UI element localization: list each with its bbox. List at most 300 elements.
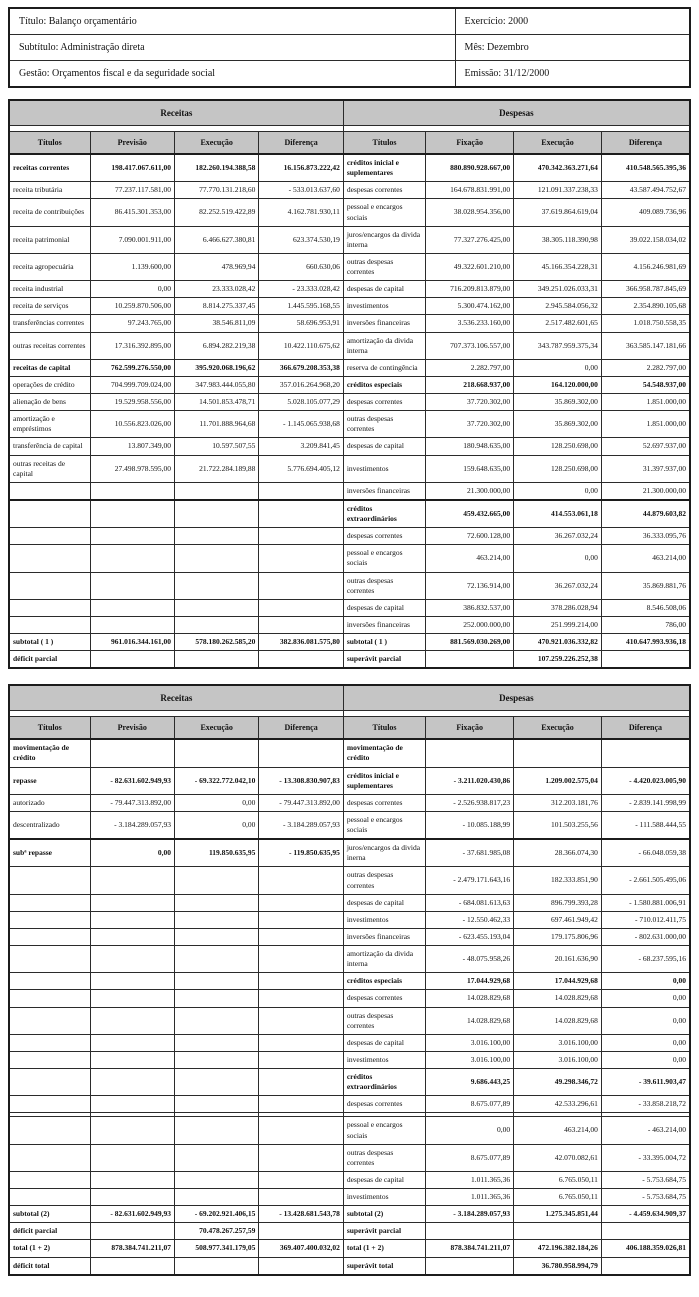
amount-cell (174, 482, 258, 500)
amount-cell: 378.286.028,94 (514, 599, 602, 616)
amount-cell: 14.028.829,68 (426, 1007, 514, 1034)
table-row (9, 482, 690, 500)
despesas-row-label: créditos especiais (343, 376, 425, 393)
amount-cell: 1.851.000,00 (601, 411, 690, 438)
despesas-row-label: outras despesas correntes (343, 411, 425, 438)
amount-cell: 410.548.565.395,36 (601, 154, 690, 182)
receitas-row-label: receitas correntes (9, 154, 90, 182)
despesas-row-label: outras despesas correntes (343, 253, 425, 280)
report-emission-date: Emissão: 31/12/2000 (455, 61, 690, 88)
table-row (9, 634, 690, 651)
amount-cell: - 2.661.505.495,06 (601, 867, 690, 894)
amount-cell (514, 1223, 602, 1240)
table-row (9, 154, 690, 182)
amount-cell (174, 911, 258, 928)
amount-cell: 508.977.341.179,05 (174, 1240, 258, 1257)
amount-cell: 0,00 (514, 545, 602, 572)
despesas-row-label: movimentação de crédito (343, 739, 425, 767)
amount-cell (259, 1117, 343, 1144)
despesas-row-label: pessoal e encargos sociais (343, 545, 425, 572)
column-header: Previsão (90, 717, 174, 740)
amount-cell: 369.407.400.032,02 (259, 1240, 343, 1257)
amount-cell: 14.028.829,68 (514, 990, 602, 1007)
amount-cell (90, 545, 174, 572)
amount-cell: 35.869.302,00 (514, 411, 602, 438)
amount-cell: 128.250.698,00 (514, 438, 602, 455)
report-header-box (8, 7, 691, 88)
table-row (9, 411, 690, 438)
despesas-row-label: despesas correntes (343, 1096, 425, 1113)
receitas-group-header: Receitas (9, 685, 343, 711)
despesas-group-header: Despesas (343, 100, 690, 126)
amount-cell: - 4.459.634.909,37 (601, 1206, 690, 1223)
receitas-row-label: amortização e empréstimos (9, 411, 90, 438)
receitas-row-label (9, 1117, 90, 1144)
amount-cell (259, 739, 343, 767)
amount-cell (174, 572, 258, 599)
amount-cell: 27.498.978.595,00 (90, 455, 174, 482)
amount-cell: 164.120.000,00 (514, 376, 602, 393)
amount-cell: 5.028.105.077,29 (259, 394, 343, 411)
amount-cell: - 684.081.613,63 (426, 894, 514, 911)
amount-cell: 463.214,00 (601, 545, 690, 572)
amount-cell: - 533.013.637,60 (259, 182, 343, 199)
despesas-row-label: reserva de contingência (343, 359, 425, 376)
amount-cell: 5.300.474.162,00 (426, 298, 514, 315)
table-row (9, 1034, 690, 1051)
amount-cell (426, 1257, 514, 1275)
table-row (9, 528, 690, 545)
receitas-row-label (9, 572, 90, 599)
amount-cell: - 69.202.921.406,15 (174, 1206, 258, 1223)
despesas-row-label: despesas de capital (343, 599, 425, 616)
amount-cell: 406.188.359.026,81 (601, 1240, 690, 1257)
table-row (9, 1096, 690, 1113)
amount-cell: 366.958.787.845,69 (601, 281, 690, 298)
receitas-row-label (9, 616, 90, 633)
receitas-row-label: receita tributária (9, 182, 90, 199)
report-exercise: Exercício: 2000 (455, 8, 690, 35)
amount-cell (90, 1144, 174, 1171)
amount-cell (174, 1117, 258, 1144)
amount-cell: 182.333.851,90 (514, 867, 602, 894)
column-header: Fixação (426, 132, 514, 155)
despesas-row-label: superávit total (343, 1257, 425, 1275)
amount-cell: 198.417.067.611,00 (90, 154, 174, 182)
amount-cell (174, 1051, 258, 1068)
amount-cell: 45.166.354.228,31 (514, 253, 602, 280)
amount-cell: 0,00 (514, 359, 602, 376)
amount-cell: 19.529.958.556,00 (90, 394, 174, 411)
amount-cell: 0,00 (601, 1051, 690, 1068)
despesas-row-label: despesas correntes (343, 990, 425, 1007)
amount-cell (426, 651, 514, 669)
table-row (9, 1257, 690, 1275)
despesas-row-label: despesas de capital (343, 438, 425, 455)
amount-cell: - 1.145.065.938,68 (259, 411, 343, 438)
amount-cell (174, 973, 258, 990)
amount-cell: 36.267.032,24 (514, 572, 602, 599)
despesas-row-label: juros/encargos da divida inerna (343, 839, 425, 867)
amount-cell: 37.619.864.619,04 (514, 199, 602, 226)
table-row (9, 572, 690, 599)
amount-cell (174, 739, 258, 767)
despesas-row-label: inversões financeiras (343, 616, 425, 633)
amount-cell: 470.921.036.332,82 (514, 634, 602, 651)
amount-cell: - 79.447.313.892,00 (90, 794, 174, 811)
despesas-row-label: créditos inicial e suplementares (343, 154, 425, 182)
table-row (9, 894, 690, 911)
despesas-row-label: despesas de capital (343, 281, 425, 298)
amount-cell: 49.322.601.210,00 (426, 253, 514, 280)
receitas-row-label: descentralizado (9, 811, 90, 839)
amount-cell: 896.799.393,28 (514, 894, 602, 911)
receitas-row-label (9, 911, 90, 928)
column-header: Diferença (601, 132, 690, 155)
amount-cell: - 623.455.193,04 (426, 928, 514, 945)
amount-cell: 1.011.365,36 (426, 1189, 514, 1206)
amount-cell (90, 616, 174, 633)
amount-cell: 70.478.267.257,59 (174, 1223, 258, 1240)
amount-cell: 8.546.508,06 (601, 599, 690, 616)
receitas-row-label (9, 1007, 90, 1034)
amount-cell: 312.203.181,76 (514, 794, 602, 811)
amount-cell (90, 1257, 174, 1275)
amount-cell: 459.432.665,00 (426, 500, 514, 528)
despesas-row-label: inversões financeiras (343, 315, 425, 332)
amount-cell: - 82.631.602.949,93 (90, 767, 174, 794)
table-row (9, 1240, 690, 1257)
despesas-row-label: despesas de capital (343, 1034, 425, 1051)
amount-cell: 0,00 (90, 839, 174, 867)
receitas-row-label: movimentação de crédito (9, 739, 90, 767)
amount-cell: 159.648.635,00 (426, 455, 514, 482)
column-header: Diferença (259, 132, 343, 155)
amount-cell: 8.675.077,89 (426, 1096, 514, 1113)
receitas-row-label: receita de serviços (9, 298, 90, 315)
amount-cell: 39.022.158.034,02 (601, 226, 690, 253)
amount-cell: 343.787.959.375,34 (514, 332, 602, 359)
amount-cell: - 2.479.171.643,16 (426, 867, 514, 894)
amount-cell: 37.720.302,00 (426, 411, 514, 438)
amount-cell: - 13.308.830.907,83 (259, 767, 343, 794)
amount-cell: 478.969,94 (174, 253, 258, 280)
receitas-row-label: subtotal ( 1 ) (9, 634, 90, 651)
amount-cell: 0,00 (601, 1034, 690, 1051)
amount-cell: 37.720.302,00 (426, 394, 514, 411)
amount-cell (90, 911, 174, 928)
despesas-row-label: subtotal ( 1 ) (343, 634, 425, 651)
amount-cell: - 710.012.411,75 (601, 911, 690, 928)
receitas-row-label (9, 482, 90, 500)
despesas-row-label: créditos extraordinários (343, 1069, 425, 1096)
amount-cell: 2.354.890.105,68 (601, 298, 690, 315)
despesas-group-header: Despesas (343, 685, 690, 711)
amount-cell: - 463.214,00 (601, 1117, 690, 1144)
amount-cell: 409.089.736,96 (601, 199, 690, 226)
amount-cell (174, 500, 258, 528)
amount-cell: 3.536.233.160,00 (426, 315, 514, 332)
amount-cell: 31.397.937,00 (601, 455, 690, 482)
amount-cell: - 3.211.020.430,86 (426, 767, 514, 794)
amount-cell (174, 1189, 258, 1206)
amount-cell (174, 528, 258, 545)
amount-cell: 0,00 (601, 990, 690, 1007)
table-row (9, 226, 690, 253)
amount-cell (90, 867, 174, 894)
despesas-row-label: outras despesas correntes (343, 1144, 425, 1171)
amount-cell: 54.548.937,00 (601, 376, 690, 393)
receitas-row-label (9, 545, 90, 572)
amount-cell: 72.136.914,00 (426, 572, 514, 599)
amount-cell: 623.374.530,19 (259, 226, 343, 253)
amount-cell (259, 545, 343, 572)
receitas-row-label (9, 1034, 90, 1051)
amount-cell (259, 946, 343, 973)
amount-cell: 52.697.937,00 (601, 438, 690, 455)
budget-table-credit-movement (8, 684, 691, 1275)
amount-cell: 101.503.255,56 (514, 811, 602, 839)
amount-cell (90, 1051, 174, 1068)
amount-cell: 43.587.494.752,67 (601, 182, 690, 199)
receitas-row-label: outras receitas correntes (9, 332, 90, 359)
amount-cell: 44.879.603,82 (601, 500, 690, 528)
amount-cell: 42.533.296,61 (514, 1096, 602, 1113)
table-row (9, 599, 690, 616)
amount-cell: 1.851.000,00 (601, 394, 690, 411)
amount-cell: - 3.184.289.057,93 (259, 811, 343, 839)
amount-cell: - 66.048.059,38 (601, 839, 690, 867)
amount-cell: - 79.447.313.892,00 (259, 794, 343, 811)
table-row (9, 811, 690, 839)
amount-cell: 28.366.074,30 (514, 839, 602, 867)
column-header: Execução (514, 717, 602, 740)
amount-cell: 14.028.829,68 (514, 1007, 602, 1034)
table-row (9, 1069, 690, 1096)
table-row (9, 394, 690, 411)
receitas-row-label (9, 1096, 90, 1113)
amount-cell: 82.252.519.422,89 (174, 199, 258, 226)
amount-cell: - 82.631.602.949,93 (90, 1206, 174, 1223)
amount-cell: 77.770.131.218,60 (174, 182, 258, 199)
table-row (9, 911, 690, 928)
amount-cell: 386.832.537,00 (426, 599, 514, 616)
table-row (9, 182, 690, 199)
amount-cell (174, 990, 258, 1007)
amount-cell: 0,00 (514, 482, 602, 500)
amount-cell (90, 1034, 174, 1051)
amount-cell: 716.209.813.879,00 (426, 281, 514, 298)
column-header: Execução (174, 132, 258, 155)
report-subtitle: Subtítulo: Administração direta (9, 35, 455, 61)
amount-cell: 1.275.345.851,44 (514, 1206, 602, 1223)
amount-cell: 13.807.349,00 (90, 438, 174, 455)
header-row (9, 61, 690, 88)
despesas-row-label: créditos inicial e suplementares (343, 767, 425, 794)
amount-cell: 347.983.444.055,80 (174, 376, 258, 393)
receitas-row-label: transferência de capital (9, 438, 90, 455)
amount-cell: 349.251.026.033,31 (514, 281, 602, 298)
amount-cell (259, 1144, 343, 1171)
amount-cell (259, 894, 343, 911)
amount-cell: - 68.237.595,16 (601, 946, 690, 973)
amount-cell (90, 739, 174, 767)
amount-cell: 786,00 (601, 616, 690, 633)
amount-cell (90, 528, 174, 545)
amount-cell: 8.814.275.337,45 (174, 298, 258, 315)
amount-cell: 38.305.118.390,98 (514, 226, 602, 253)
table-row (9, 253, 690, 280)
amount-cell: 128.250.698,00 (514, 455, 602, 482)
amount-cell: 17.316.392.895,00 (90, 332, 174, 359)
despesas-row-label: despesas correntes (343, 394, 425, 411)
table-row (9, 1051, 690, 1068)
receitas-row-label (9, 946, 90, 973)
amount-cell: 17.044.929,68 (426, 973, 514, 990)
amount-cell: 578.180.262.585,20 (174, 634, 258, 651)
amount-cell: 463.214,00 (514, 1117, 602, 1144)
amount-cell: 0,00 (174, 811, 258, 839)
table-row (9, 455, 690, 482)
table-row (9, 315, 690, 332)
column-header: Fixação (426, 717, 514, 740)
amount-cell (259, 528, 343, 545)
despesas-row-label: juros/encargos da divida interna (343, 226, 425, 253)
table-row (9, 281, 690, 298)
receitas-row-label: déficit total (9, 1257, 90, 1275)
receitas-row-label: receita agropecuária (9, 253, 90, 280)
table-row (9, 973, 690, 990)
despesas-row-label: inversões financeiras (343, 482, 425, 500)
amount-cell (174, 1007, 258, 1034)
despesas-row-label: total (1 + 2) (343, 1240, 425, 1257)
receitas-row-label (9, 990, 90, 1007)
amount-cell: 35.869.302,00 (514, 394, 602, 411)
amount-cell: 119.850.635,95 (174, 839, 258, 867)
amount-cell: - 119.850.635,95 (259, 839, 343, 867)
amount-cell: 3.016.100,00 (426, 1034, 514, 1051)
despesas-row-label: pessoal e encargos sociais (343, 811, 425, 839)
amount-cell: 410.647.993.936,18 (601, 634, 690, 651)
table-row (9, 199, 690, 226)
amount-cell (90, 599, 174, 616)
amount-cell: - 13.428.681.543,78 (259, 1206, 343, 1223)
amount-cell (90, 894, 174, 911)
despesas-row-label: outras despesas correntes (343, 572, 425, 599)
despesas-row-label: pessoal e encargos sociais (343, 1117, 425, 1144)
amount-cell: 2.945.584.056,32 (514, 298, 602, 315)
amount-cell: 49.298.346,72 (514, 1069, 602, 1096)
table-row (9, 928, 690, 945)
amount-cell: 1.139.600,00 (90, 253, 174, 280)
amount-cell: 38.546.811,09 (174, 315, 258, 332)
amount-cell (90, 928, 174, 945)
amount-cell: 762.599.276.550,00 (90, 359, 174, 376)
amount-cell: 36.780.958.994,79 (514, 1257, 602, 1275)
amount-cell: - 2.526.938.817,23 (426, 794, 514, 811)
report-management: Gestão: Orçamentos fiscal e da seguridade social (9, 61, 455, 88)
amount-cell: - 69.322.772.042,10 (174, 767, 258, 794)
amount-cell: 86.415.301.353,00 (90, 199, 174, 226)
amount-cell: 121.091.337.238,33 (514, 182, 602, 199)
amount-cell: 35.869.881,76 (601, 572, 690, 599)
amount-cell: 14.501.853.478,71 (174, 394, 258, 411)
header-row (9, 35, 690, 61)
amount-cell: 4.162.781.930,11 (259, 199, 343, 226)
amount-cell: - 48.075.958,26 (426, 946, 514, 973)
despesas-row-label: despesas de capital (343, 1171, 425, 1188)
receitas-row-label (9, 928, 90, 945)
column-header: Execução (514, 132, 602, 155)
amount-cell: 16.156.873.222,42 (259, 154, 343, 182)
amount-cell: 21.722.284.189,88 (174, 455, 258, 482)
amount-cell (259, 616, 343, 633)
amount-cell: 36.333.095,76 (601, 528, 690, 545)
amount-cell (259, 1069, 343, 1096)
amount-cell (259, 1051, 343, 1068)
amount-cell (259, 500, 343, 528)
receitas-row-label: déficit parcial (9, 651, 90, 669)
amount-cell (90, 1171, 174, 1188)
table-row (9, 1206, 690, 1223)
amount-cell: 10.259.870.506,00 (90, 298, 174, 315)
amount-cell: 9.686.443,25 (426, 1069, 514, 1096)
amount-cell: 21.300.000,00 (601, 482, 690, 500)
amount-cell (601, 1257, 690, 1275)
receitas-row-label: receita patrimonial (9, 226, 90, 253)
amount-cell (90, 1189, 174, 1206)
amount-cell: 2.282.797,00 (601, 359, 690, 376)
amount-cell: 878.384.741.211,07 (90, 1240, 174, 1257)
receitas-row-label: subª repasse (9, 839, 90, 867)
amount-cell (174, 894, 258, 911)
despesas-row-label: superávit parcial (343, 651, 425, 669)
receitas-row-label (9, 1051, 90, 1068)
receitas-row-label (9, 867, 90, 894)
receitas-group-header: Receitas (9, 100, 343, 126)
column-header: Títulos (343, 717, 425, 740)
amount-cell (174, 651, 258, 669)
amount-cell: 21.300.000,00 (426, 482, 514, 500)
amount-cell: 17.044.929,68 (514, 973, 602, 990)
amount-cell: - 1.580.881.006,91 (601, 894, 690, 911)
despesas-row-label: investimentos (343, 455, 425, 482)
amount-cell: - 4.420.023.005,90 (601, 767, 690, 794)
amount-cell: 218.668.937,00 (426, 376, 514, 393)
despesas-row-label: subtotal (2) (343, 1206, 425, 1223)
receitas-row-label: receita industrial (9, 281, 90, 298)
despesas-row-label: investimentos (343, 298, 425, 315)
amount-cell: - 3.184.289.057,93 (426, 1206, 514, 1223)
despesas-row-label: outras despesas correntes (343, 1007, 425, 1034)
amount-cell: 472.196.382.184,26 (514, 1240, 602, 1257)
amount-cell (174, 1034, 258, 1051)
amount-cell: 3.016.100,00 (514, 1034, 602, 1051)
amount-cell (90, 1007, 174, 1034)
receitas-row-label: subtotal (2) (9, 1206, 90, 1223)
amount-cell: 1.018.750.558,35 (601, 315, 690, 332)
amount-cell (514, 739, 602, 767)
table-row (9, 545, 690, 572)
amount-cell: 6.894.282.219,38 (174, 332, 258, 359)
amount-cell: 880.890.928.667,00 (426, 154, 514, 182)
despesas-row-label: investimentos (343, 1189, 425, 1206)
amount-cell: - 111.588.444,55 (601, 811, 690, 839)
amount-cell: - 5.753.684,75 (601, 1189, 690, 1206)
receitas-row-label: autorizado (9, 794, 90, 811)
amount-cell: 20.161.636,90 (514, 946, 602, 973)
amount-cell: 0,00 (174, 794, 258, 811)
